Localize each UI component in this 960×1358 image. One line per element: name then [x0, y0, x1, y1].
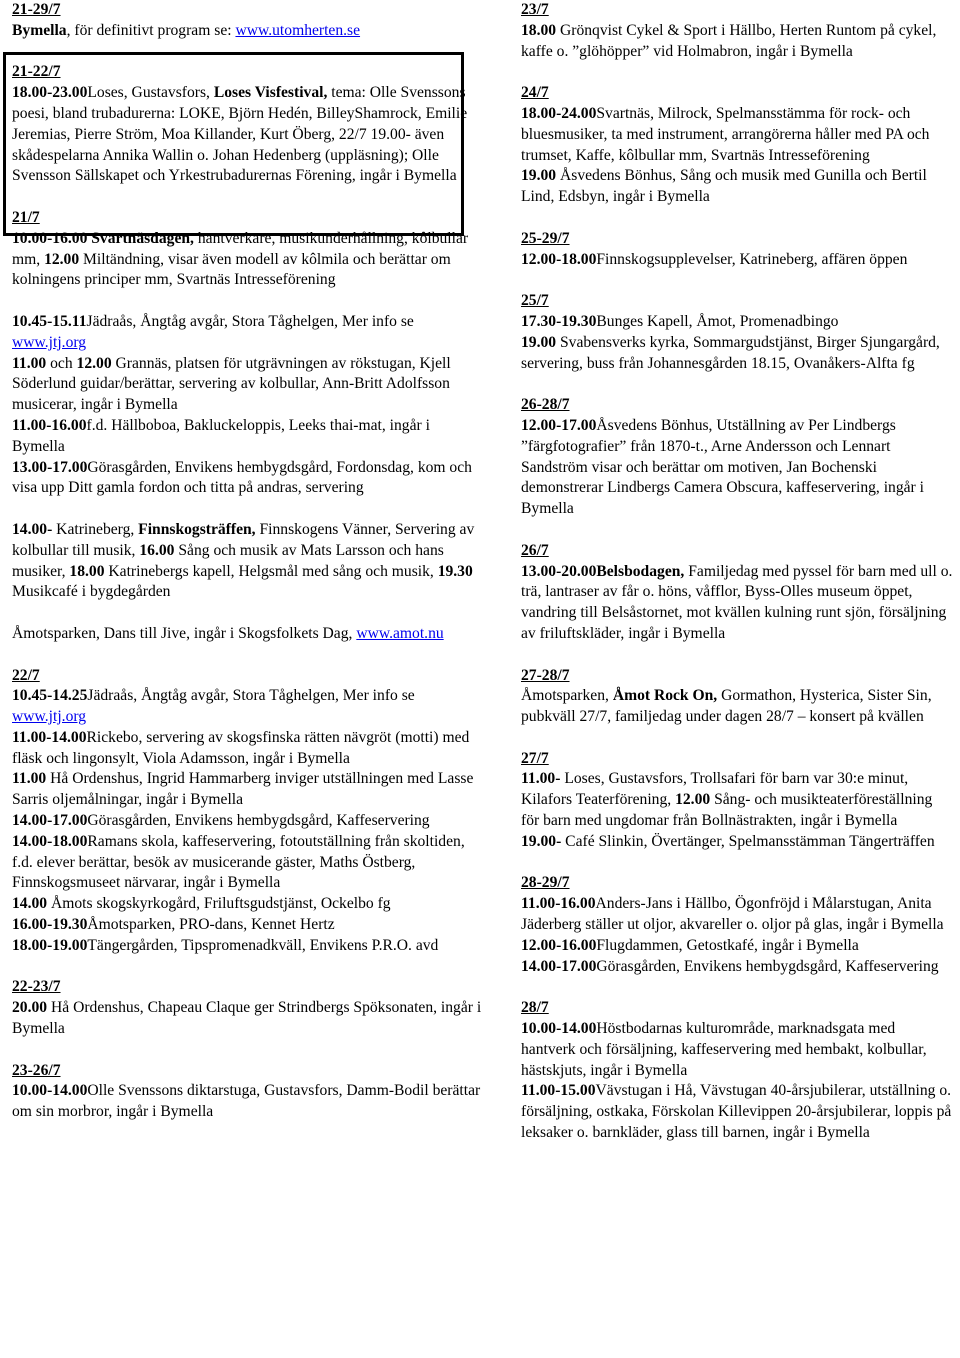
- event-time: 18.00: [521, 21, 557, 39]
- event-text: Grönqvist Cykel & Sport i Hällbo, Herten Runtom på cykel, kaffe o. ”glöhöpper” vid Holmabron, ingår i Bymella: [521, 21, 937, 60]
- event-time: 12.00-18.00: [521, 250, 597, 268]
- date-heading: 23-26/7: [12, 1061, 61, 1079]
- event-time: 12.00: [44, 250, 80, 268]
- event-time: 10.00-16.00 Svartnäsdagen,: [12, 229, 194, 247]
- event-time: 12.00-17.00: [521, 416, 597, 434]
- event-23-7: [521, 0, 953, 62]
- event-text: och: [46, 354, 77, 372]
- event-text: Åmotsparken, Dans till Jive, ingår i Skogsfolkets Dag,: [12, 624, 357, 642]
- date-heading: 22-23/7: [12, 978, 61, 996]
- left-column: [12, 0, 482, 1123]
- event-time: 16.00-19.30: [12, 916, 88, 934]
- event-text: hantverkare, musikunderhållning, kôlbullar mm,: [12, 229, 469, 268]
- event-text: Vävstugan i Hå, Vävstugan 40-årsjubilerar, utställning o. försäljning, ostkaka, Förskolan Killevippen 20-årsjubilerar, loppis på leksaker o. barnkläder, glass till barnen, ingår i Bymella: [521, 1082, 952, 1142]
- event-text: f.d. Hällboboa, Bakluckeloppis, Leeks thai-mat, ingår i Bymella: [12, 416, 430, 455]
- event-time: 10.45-15.11: [12, 312, 87, 330]
- event-text: Hå Ordenshus, Chapeau Claque ger Strindbergs Spöksonaten, ingår i Bymella: [12, 999, 482, 1038]
- event-time: 16.00: [139, 541, 175, 559]
- date-heading: 21-22/7: [12, 63, 61, 81]
- event-time: 14.00-17.00: [521, 957, 597, 975]
- event-text: Jädraås, Ångtåg avgår, Stora Tåghelgen, Mer info se: [87, 687, 415, 705]
- event-text: Görasgården, Envikens hembygdsgård, Fordonsdag, kom och visa upp Ditt gamla fordon och titta på andras, servering: [12, 458, 472, 497]
- event-text: Åsvedens Bönhus, Sång och musik med Gunilla och Bertil Lind, Edsbyn, ingår i Bymella: [521, 167, 927, 206]
- event-text: Gormathon, Hysterica, Sister Sin, pubkväll 27/7, familjedag under dagen 28/7 – konsert på kvällen: [521, 687, 932, 726]
- event-21-7: [12, 208, 482, 645]
- event-time: 14.00-18.00: [12, 832, 88, 850]
- event-text: Åmotsparken, PRO-dans, Kennet Hertz: [87, 916, 335, 934]
- event-28-29-7: [521, 873, 953, 977]
- date-heading: 28/7: [521, 999, 549, 1017]
- event-24-7: [521, 83, 953, 208]
- event-text: Loses, Gustavsfors,: [87, 84, 214, 102]
- date-heading: 28-29/7: [521, 874, 570, 892]
- event-text: Görasgården, Envikens hembygdsgård, Kaffeservering: [596, 957, 939, 975]
- date-heading: 23/7: [521, 1, 549, 18]
- event-time: 12.00: [675, 791, 711, 809]
- event-time: 20.00: [12, 999, 48, 1017]
- date-heading: 27/7: [521, 749, 549, 767]
- event-26-28-7: [521, 395, 953, 520]
- event-name: Loses Visfestival,: [213, 84, 328, 102]
- event-text: Familjedag med pyssel för barn med ull o. trä, lantraser av får o. höns, våfflor, Byss-Olles museum öppet, vandring till Belsåstornet, mot kvällen kulning runt sjön, försäljning av friluftskläder, ingår i Bymella: [521, 562, 953, 642]
- event-text: Musikcafé i bygdegården: [12, 583, 171, 601]
- date-heading: 27-28/7: [521, 666, 570, 684]
- event-time: 19.00-: [521, 832, 562, 850]
- event-text: Bunges Kapell, Åmot, Promenadbingo: [596, 312, 839, 330]
- event-text: Åsvedens Bönhus, Utställning av Per Lindbergs ”färgfotografier” från 1870-t., Arne Andersson och Lennart Sandström visar och berättar om motiven, Jan Bochenski demonstrerar Lindbergs Camera Obscura, kaffeservering, ingår i Bymella: [521, 416, 924, 518]
- event-21-22-7: [12, 62, 482, 187]
- event-time: 14.00: [12, 895, 48, 913]
- event-text: Anders-Jans i Hällbo, Ögonfröjd i Målarstugan, Anita Jäderberg ställer ut oljor, akvareller o. oljor på glas, ingår i Bymella: [521, 895, 944, 934]
- event-text: Sång- och musikteaterföreställning för barn med ungdomar från Bollnästrakten, ingår i Bymella: [521, 791, 933, 830]
- event-text: Hå Ordenshus, Ingrid Hammarberg inviger utställningen med Lasse Sarris oljemålningar, ingår i Bymella: [12, 770, 474, 809]
- event-text: Svabensverks kyrka, Sommargudstjänst, Birger Sjungargård, servering, buss från Johannesgården 18.15, Ovanåkers-Alfta fg: [521, 333, 940, 372]
- utomherten-link[interactable]: www.utomherten.se: [235, 21, 361, 39]
- event-time: 18.00: [69, 562, 105, 580]
- event-time: 18.00-19.00: [12, 936, 88, 954]
- date-heading: 26-28/7: [521, 396, 570, 414]
- event-28-7: [521, 998, 953, 1144]
- event-text: , för definitivt program se:: [66, 21, 236, 39]
- event-time: 11.00-: [521, 770, 561, 788]
- event-text: Flugdammen, Getostkafé, ingår i Bymella: [596, 936, 859, 954]
- event-text: tema: Olle Svenssons poesi, bland trubadurerna: LOKE, Björn Hedén, BilleyShamrock, Emilie Jeremias, Pierre Ström, Moa Killander, Kurt Öberg, 22/7 19.00- även skådespelarna Annika Wallin o. Johan Hedenberg (uppläsning); Olle Svensson Sällskapet och Yrkestrubadurernas Förening, ingår i Bymella: [12, 84, 468, 185]
- date-heading: 25/7: [521, 292, 549, 310]
- event-time: 11.00-15.00: [521, 1082, 596, 1100]
- event-text: Finnskogsupplevelser, Katrineberg, affären öppen: [596, 250, 908, 268]
- event-time: 11.00: [12, 354, 47, 372]
- event-27-28-7: [521, 666, 953, 728]
- event-time: 19.00: [521, 333, 557, 351]
- event-25-29-7: [521, 229, 953, 271]
- event-22-7: [12, 666, 482, 957]
- event-25-7: [521, 291, 953, 374]
- event-27-7: [521, 749, 953, 853]
- event-text: Åmotsparken,: [521, 687, 613, 705]
- date-heading: 24/7: [521, 84, 549, 102]
- event-text: Höstbodarnas kulturområde, marknadsgata med hantverk och försäljning, kaffeservering med hembakt, kolbullar, hästskjuts, ingår i Bymella: [521, 1020, 927, 1079]
- event-23-26-7: [12, 1061, 482, 1123]
- event-22-23-7: [12, 977, 482, 1039]
- event-text: Svartnäs, Milrock, Spelmansstämma för rock- och bluesmusiker, ta med instrument, arrangörerna håller med PA och trumset, Kaffe, kôlbullar mm, Svartnäs Intresseförening: [521, 104, 930, 164]
- event-text: Grannäs, platsen för utgrävningen av rökstugan, Kjell Söderlund guidar/berättar, servering av kolbullar, Ann-Britt Adolfsson musicerar, ingår i Bymella: [12, 354, 451, 414]
- event-time: 10.00-14.00: [12, 1082, 88, 1100]
- event-text: Miltändning, visar även modell av kôlmila och berättar om kolningens principer mm, Svartnäs Intresseförening: [12, 250, 451, 289]
- event-name: Finnskogsträffen,: [138, 520, 256, 538]
- event-text: Katrinebergs kapell, Helgsmål med sång och musik,: [104, 562, 438, 580]
- event-time: 14.00-17.00: [12, 812, 88, 830]
- event-26-7: [521, 541, 953, 645]
- event-text: Görasgården, Envikens hembygdsgård, Kaffeservering: [87, 812, 430, 830]
- event-time: 12.00-16.00: [521, 936, 597, 954]
- event-text: Jädraås, Ångtåg avgår, Stora Tåghelgen, Mer info se: [86, 312, 414, 330]
- event-time: 11.00-16.00: [521, 895, 596, 913]
- event-text: Loses, Gustavsfors, Trollsafari för barn var 30:e minut, Kilafors Teaterförening,: [521, 770, 909, 809]
- event-time: 17.30-19.30: [521, 312, 597, 330]
- event-text: Olle Svenssons diktarstuga, Gustavsfors, Damm-Bodil berättar om sin morbror, ingår i Bymella: [12, 1082, 481, 1121]
- jtj-link[interactable]: www.jtj.org: [12, 708, 87, 726]
- event-time: 10.00-14.00: [521, 1020, 597, 1038]
- event-name: Bymella: [12, 21, 67, 39]
- date-heading: 21-29/7: [12, 1, 61, 18]
- event-time: 18.00-23.00: [12, 84, 88, 102]
- event-name: Åmot Rock On,: [612, 687, 718, 705]
- date-heading: 21/7: [12, 208, 40, 226]
- date-heading: 25-29/7: [521, 229, 570, 247]
- event-time: 14.00-: [12, 520, 53, 538]
- date-heading: 26/7: [521, 541, 549, 559]
- event-time: 13.00-17.00: [12, 458, 88, 476]
- amot-link[interactable]: www.amot.nu: [356, 624, 444, 642]
- event-text: Ramans skola, kaffeservering, fotoutställning från skoltiden, f.d. elever berättar, besök av musicerande gäster, Maths Östberg, Finnskogsmuseet närvarar, ingår i Bymella: [12, 832, 465, 892]
- event-text: Rickebo, servering av skogsfinska rätten nävgröt (motti) med fläsk och lingonsylt, Viola Adamsson, ingår i Bymella: [12, 728, 470, 767]
- event-time: 11.00-16.00: [12, 416, 87, 434]
- jtj-link[interactable]: www.jtj.org: [12, 333, 87, 351]
- event-21-29-7: [12, 0, 482, 42]
- event-time: 19.00: [521, 167, 557, 185]
- event-text: Sång och musik av Mats Larsson och hans musiker,: [12, 541, 444, 580]
- event-text: Finnskogens Vänner, Servering av kolbullar till musik,: [12, 520, 475, 559]
- right-column: [521, 0, 953, 1144]
- event-text: Åmots skogskyrkogård, Friluftsgudstjänst, Ockelbo fg: [47, 895, 391, 913]
- event-time: 13.00-20.00Belsbodagen,: [521, 562, 685, 580]
- event-text: Tängergården, Tipspromenadkväll, Envikens P.R.O. avd: [87, 936, 439, 954]
- event-time: 18.00-24.00: [521, 104, 597, 122]
- event-time: 10.45-14.25: [12, 687, 88, 705]
- event-text: Katrineberg,: [52, 520, 139, 538]
- event-time: 11.00-14.00: [12, 728, 87, 746]
- event-text: Café Slinkin, Övertänger, Spelmansstämman Tängerträffen: [561, 832, 935, 850]
- event-time: 11.00: [12, 770, 47, 788]
- event-time: 19.30: [437, 562, 473, 580]
- event-time: 12.00: [76, 354, 112, 372]
- date-heading: 22/7: [12, 666, 40, 684]
